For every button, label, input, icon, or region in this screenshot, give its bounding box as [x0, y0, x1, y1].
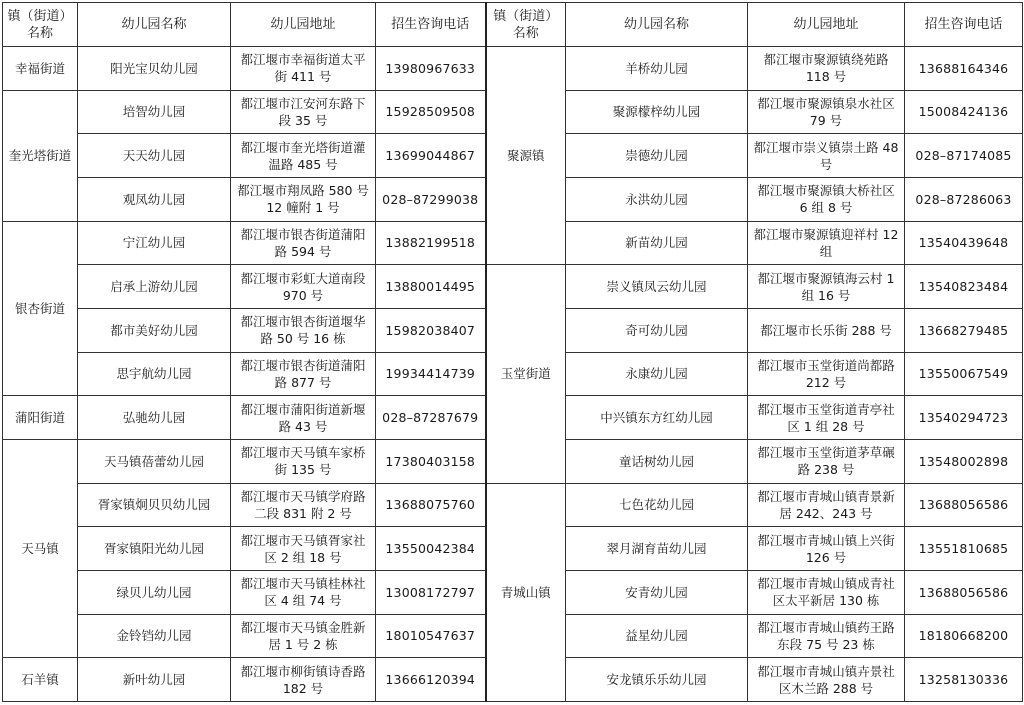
kindergarten-name: 中兴镇东方红幼儿园 [566, 396, 748, 440]
kindergarten-phone: 13688164346 [905, 47, 1023, 91]
kindergarten-phone: 13880014495 [376, 265, 486, 309]
kindergarten-address: 都江堰市银杏街道蒲阳路 594 号 [231, 221, 376, 265]
town-cell: 银杏街道 [3, 221, 78, 396]
kindergarten-name: 益星幼儿园 [566, 614, 748, 658]
kindergarten-address: 都江堰市天马镇胥家社区 2 组 18 号 [231, 527, 376, 571]
kindergarten-phone: 13540823484 [905, 265, 1023, 309]
town-cell: 幸福街道 [3, 47, 78, 91]
kindergarten-address: 都江堰市玉堂街道青亭社区 1 组 28 号 [748, 396, 905, 440]
kindergarten-name: 崇义镇凤云幼儿园 [566, 265, 748, 309]
kindergarten-address: 都江堰市青城山镇上兴街 126 号 [748, 527, 905, 571]
kindergarten-name: 聚源檬梓幼儿园 [566, 90, 748, 134]
kindergarten-address: 都江堰市聚源镇海云村 1 组 16 号 [748, 265, 905, 309]
kindergarten-name: 崇德幼儿园 [566, 134, 748, 178]
kindergarten-name: 新叶幼儿园 [78, 658, 231, 702]
kindergarten-phone: 18010547637 [376, 614, 486, 658]
kindergarten-address: 都江堰市青城山镇成青社区太平新居 130 栋 [748, 570, 905, 614]
town-cell: 玉堂街道 [486, 265, 566, 483]
kindergarten-address: 都江堰市天马镇学府路二段 831 附 2 号 [231, 483, 376, 527]
table-row [3, 483, 1023, 527]
kindergarten-address: 都江堰市玉堂街道尚都路 212 号 [748, 352, 905, 396]
kindergarten-name: 翠月湖育苗幼儿园 [566, 527, 748, 571]
kindergarten-name: 童话树幼儿园 [566, 439, 748, 483]
kindergarten-address: 都江堰市江安河东路下段 35 号 [231, 90, 376, 134]
kindergarten-name: 羊桥幼儿园 [566, 47, 748, 91]
kindergarten-address: 都江堰市聚源镇泉水社区 79 号 [748, 90, 905, 134]
header-phone-right: 招生咨询电话 [905, 3, 1023, 47]
kindergarten-address: 都江堰市翔凤路 580 号 12 幢附 1 号 [231, 177, 376, 221]
town-cell: 聚源镇 [486, 47, 566, 265]
header-row [3, 3, 1023, 47]
kindergarten-phone: 13550067549 [905, 352, 1023, 396]
header-address-right: 幼儿园地址 [748, 3, 905, 47]
kindergarten-phone: 13548002898 [905, 439, 1023, 483]
kindergarten-name: 永洪幼儿园 [566, 177, 748, 221]
header-town-left: 镇（街道）名称 [3, 3, 78, 47]
kindergarten-name: 金铃铛幼儿园 [78, 614, 231, 658]
kindergarten-address: 都江堰市青城山镇卉景社区木兰路 288 号 [748, 658, 905, 702]
kindergarten-phone: 15928509508 [376, 90, 486, 134]
kindergarten-phone: 13668279485 [905, 308, 1023, 352]
kindergarten-phone: 028–87287679 [376, 396, 486, 440]
kindergarten-phone: 15982038407 [376, 308, 486, 352]
kindergarten-address: 都江堰市崇义镇崇土路 48 号 [748, 134, 905, 178]
kindergarten-name: 安青幼儿园 [566, 570, 748, 614]
kindergarten-name: 新苗幼儿园 [566, 221, 748, 265]
kindergarten-name: 思宇航幼儿园 [78, 352, 231, 396]
kindergarten-address: 都江堰市奎光塔街道灌温路 485 号 [231, 134, 376, 178]
kindergarten-phone: 13258130336 [905, 658, 1023, 702]
kindergarten-address: 都江堰市银杏街道堰华路 50 号 16 栋 [231, 308, 376, 352]
kindergarten-address: 都江堰市银杏街道蒲阳路 877 号 [231, 352, 376, 396]
town-cell: 青城山镇 [486, 483, 566, 701]
header-town-right: 镇（街道）名称 [486, 3, 566, 47]
kindergarten-address: 都江堰市柳街镇诗香路 182 号 [231, 658, 376, 702]
header-address-left: 幼儿园地址 [231, 3, 376, 47]
kindergarten-name: 阳光宝贝幼儿园 [78, 47, 231, 91]
kindergarten-name: 宁江幼儿园 [78, 221, 231, 265]
town-cell: 天马镇 [3, 439, 78, 657]
kindergarten-name: 七色花幼儿园 [566, 483, 748, 527]
kindergarten-name: 奇可幼儿园 [566, 308, 748, 352]
kindergarten-address: 都江堰市青城山镇青景新居 242、243 号 [748, 483, 905, 527]
header-name-left: 幼儿园名称 [78, 3, 231, 47]
kindergarten-address: 都江堰市青城山镇药王路东段 75 号 23 栋 [748, 614, 905, 658]
table-body [3, 47, 1023, 702]
kindergarten-name: 弘驰幼儿园 [78, 396, 231, 440]
kindergarten-address: 都江堰市彩虹大道南段 970 号 [231, 265, 376, 309]
kindergarten-name: 胥家镇阳光幼儿园 [78, 527, 231, 571]
kindergarten-name: 绿贝儿幼儿园 [78, 570, 231, 614]
header-phone-left: 招生咨询电话 [376, 3, 486, 47]
kindergarten-phone: 19934414739 [376, 352, 486, 396]
kindergarten-phone: 15008424136 [905, 90, 1023, 134]
kindergarten-address: 都江堰市蒲阳街道新堰路 43 号 [231, 396, 376, 440]
kindergarten-phone: 13688075760 [376, 483, 486, 527]
kindergarten-name: 观凤幼儿园 [78, 177, 231, 221]
kindergarten-address: 都江堰市天马镇桂林社区 4 组 74 号 [231, 570, 376, 614]
kindergarten-phone: 13688056586 [905, 570, 1023, 614]
kindergarten-phone: 17380403158 [376, 439, 486, 483]
kindergarten-table [2, 2, 1023, 702]
kindergarten-name: 安龙镇乐乐幼儿园 [566, 658, 748, 702]
kindergarten-phone: 13008172797 [376, 570, 486, 614]
town-cell: 石羊镇 [3, 658, 78, 702]
kindergarten-phone: 13688056586 [905, 483, 1023, 527]
kindergarten-address: 都江堰市玉堂街道茅草碾路 238 号 [748, 439, 905, 483]
kindergarten-phone: 13540294723 [905, 396, 1023, 440]
kindergarten-phone: 18180668200 [905, 614, 1023, 658]
kindergarten-phone: 13699044867 [376, 134, 486, 178]
kindergarten-phone: 028–87286063 [905, 177, 1023, 221]
kindergarten-phone: 028–87299038 [376, 177, 486, 221]
kindergarten-address: 都江堰市聚源镇大桥社区 6 组 8 号 [748, 177, 905, 221]
kindergarten-name: 永康幼儿园 [566, 352, 748, 396]
header-name-right: 幼儿园名称 [566, 3, 748, 47]
kindergarten-phone: 028–87174085 [905, 134, 1023, 178]
kindergarten-name: 都市美好幼儿园 [78, 308, 231, 352]
kindergarten-phone: 13882199518 [376, 221, 486, 265]
town-cell: 蒲阳街道 [3, 396, 78, 440]
kindergarten-table-wrapper [2, 2, 1022, 702]
kindergarten-address: 都江堰市聚源镇绕苑路 118 号 [748, 47, 905, 91]
kindergarten-address: 都江堰市聚源镇迎祥村 12 组 [748, 221, 905, 265]
town-cell: 奎光塔街道 [3, 90, 78, 221]
kindergarten-name: 胥家镇炯贝贝幼儿园 [78, 483, 231, 527]
kindergarten-address: 都江堰市长乐街 288 号 [748, 308, 905, 352]
kindergarten-address: 都江堰市天马镇车家桥街 135 号 [231, 439, 376, 483]
kindergarten-phone: 13551810685 [905, 527, 1023, 571]
table-row [3, 265, 1023, 309]
kindergarten-name: 启承上游幼儿园 [78, 265, 231, 309]
kindergarten-name: 天天幼儿园 [78, 134, 231, 178]
kindergarten-name: 天马镇蓓蕾幼儿园 [78, 439, 231, 483]
kindergarten-phone: 13666120394 [376, 658, 486, 702]
kindergarten-phone: 13980967633 [376, 47, 486, 91]
kindergarten-phone: 13550042384 [376, 527, 486, 571]
kindergarten-phone: 13540439648 [905, 221, 1023, 265]
table-row [3, 47, 1023, 91]
kindergarten-address: 都江堰市天马镇金胜新居 1 号 2 栋 [231, 614, 376, 658]
kindergarten-name: 培智幼儿园 [78, 90, 231, 134]
kindergarten-address: 都江堰市幸福街道太平街 411 号 [231, 47, 376, 91]
